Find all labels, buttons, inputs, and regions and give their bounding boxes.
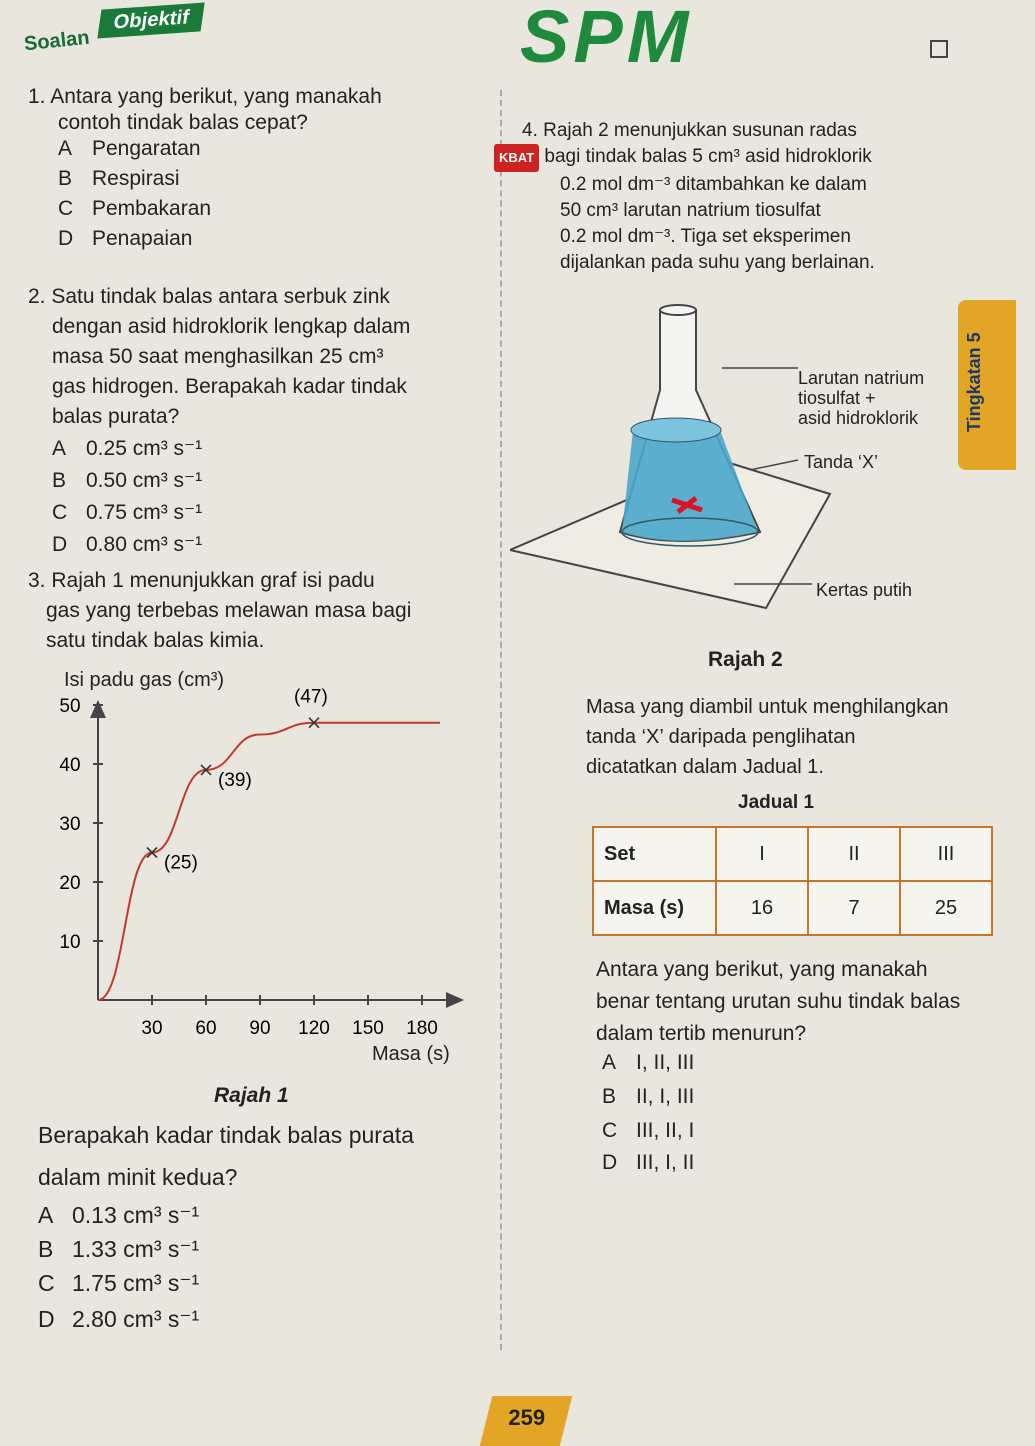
q4-question: Antara yang berikut, yang manakah benar tentang urutan suhu tindak balas dalam tertib menurun? [596,958,961,1045]
y-tick-label: 50 [59,696,81,717]
x-tick-label: 30 [141,1018,163,1039]
q3-line-1: Rajah 1 menunjukkan graf isi padu [51,569,375,592]
chart-y-label: Isi padu gas (cm³) [64,669,225,691]
q3-question-line-2: dalam minit kedua? [38,1164,238,1190]
q4-option-c[interactable]: C III, II, I [602,1119,695,1142]
q3-option-b[interactable]: B 1.33 cm³ s⁻¹ [38,1236,200,1262]
q2-number: 2. [28,285,46,308]
y-tick-label: 30 [59,814,81,835]
q4-line-2: bagi tindak balas 5 cm³ asid hidroklorik [544,146,872,167]
q2-option-a[interactable]: A 0.25 cm³ s⁻¹ [52,437,203,460]
spm-logo: SPM [520,0,693,78]
q4-line-5: 0.2 mol dm⁻³. Tiga set eksperimen [560,226,851,247]
y-tick-label: 20 [59,873,81,894]
question-4 [499,118,875,276]
q1-option-d[interactable]: D Penapaian [58,227,193,250]
q1-option-c[interactable]: C Pembakaran [58,197,212,220]
x-tick-label: 90 [249,1018,271,1039]
q3-option-d[interactable]: D 2.80 cm³ s⁻¹ [38,1306,200,1332]
q3-line-2: gas yang terbebas melawan masa bagi [46,599,412,622]
q1-number: 1. [28,85,46,108]
question-3 [28,566,375,596]
solution-liquid [622,430,758,541]
x-tick-label: 150 [352,1018,384,1039]
x-tick-label: 120 [298,1018,330,1039]
q2-option-b[interactable]: B 0.50 cm³ s⁻¹ [52,469,203,492]
q2-option-d[interactable]: D 0.80 cm³ s⁻¹ [52,533,203,556]
q3-question-line-1: Berapakah kadar tindak balas purata [38,1122,414,1148]
data-point-label: (39) [218,769,252,791]
rajah-1-chart [50,662,490,1072]
y-tick-label: 10 [59,932,81,953]
data-point-label: (47) [294,686,328,708]
label-tanda-x: Tanda ‘X’ [804,452,879,472]
q4-line-4: 50 cm³ larutan natrium tiosulfat [560,200,821,221]
q2-line-3: masa 50 saat menghasilkan 25 cm³ [52,345,384,368]
chart-curve [98,723,440,1000]
q4-line-6: dijalankan pada suhu yang berlainan. [560,252,875,273]
q4-number: 4. [522,120,538,141]
rajah-1-caption: Rajah 1 [214,1084,289,1107]
data-point-label: (25) [164,852,198,874]
q1-option-b[interactable]: B Respirasi [58,167,180,190]
q3-option-a[interactable]: A 0.13 cm³ s⁻¹ [38,1202,200,1228]
q2-line-4: gas hidrogen. Berapakah kadar tindak [52,375,407,398]
objektif-tag: Objektif [97,2,205,38]
label-larutan: Larutan natrium tiosulfat + asid hidroklorik [798,368,925,428]
q4-line-3: 0.2 mol dm⁻³ ditambahkan ke dalam [560,174,867,195]
q4-line-1: Rajah 2 menunjukkan susunan radas [543,120,857,141]
jadual-1-table [592,826,993,936]
q2-line-1: Satu tindak balas antara serbuk zink [51,285,390,308]
x-tick-label: 180 [406,1018,438,1039]
q4-option-b[interactable]: B II, I, III [602,1085,695,1108]
soalan-label: Soalan [22,26,91,56]
q4-after-text: Masa yang diambil untuk menghilangkan tanda ‘X’ daripada penglihatan dicatatkan dalam Jadual 1. [586,696,949,778]
q3-option-c[interactable]: C 1.75 cm³ s⁻¹ [38,1270,200,1296]
q2-line-2: dengan asid hidroklorik lengkap dalam [52,315,411,338]
q4-option-a[interactable]: A I, II, III [602,1051,695,1074]
rajah-2-caption: Rajah 2 [708,648,783,671]
q3-number: 3. [28,569,46,592]
table-row: Masa (s) 16 7 25 [593,881,992,935]
y-tick-label: 40 [59,755,81,776]
kbat-badge: KBAT [494,144,539,172]
checkbox-icon [930,40,948,58]
label-kertas-putih: Kertas putih [816,580,913,600]
tingkatan-side-tab: Tingkatan 5 [958,300,1016,470]
jadual-1-caption: Jadual 1 [738,792,815,813]
page-number: 259 [480,1396,572,1446]
question-2 [28,282,390,312]
q1-line-2: contoh tindak balas cepat? [58,111,308,134]
x-tick-label: 60 [195,1018,217,1039]
q1-line-1: Antara yang berikut, yang manakah [50,85,382,108]
q4-option-d[interactable]: D III, I, II [602,1151,695,1174]
table-row: Set I II III [593,827,992,881]
q2-line-5: balas purata? [52,405,180,428]
column-divider [500,90,502,1350]
q3-line-3: satu tindak balas kimia. [46,629,265,652]
chart-x-label: Masa (s) [372,1043,450,1065]
q1-option-a[interactable]: A Pengaratan [58,137,201,160]
q2-option-c[interactable]: C 0.75 cm³ s⁻¹ [52,501,203,524]
